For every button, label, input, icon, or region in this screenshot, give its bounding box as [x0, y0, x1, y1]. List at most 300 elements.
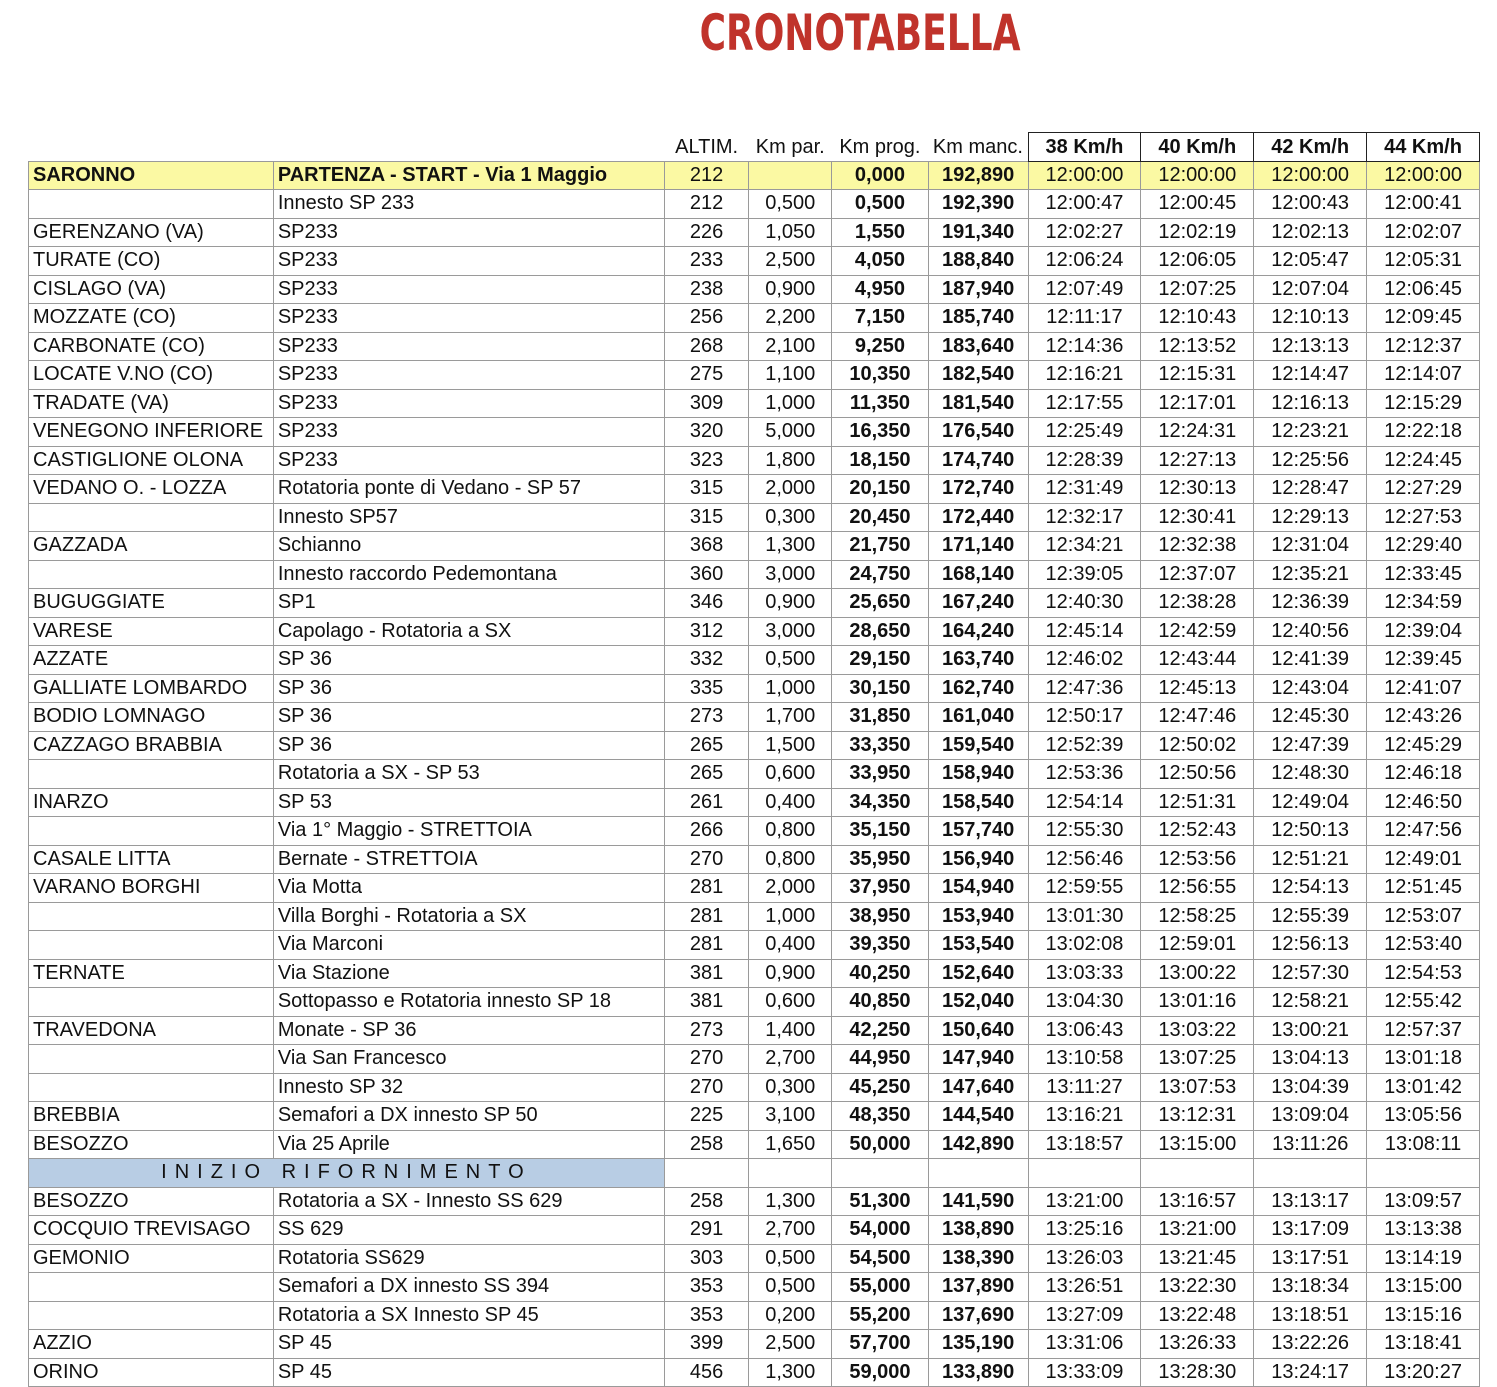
road-cell: SP233 — [273, 446, 664, 475]
road-cell: Innesto SP 32 — [273, 1073, 664, 1102]
road-cell: SP233 — [273, 361, 664, 390]
km-par-cell: 0,400 — [749, 931, 832, 960]
time-cell: 12:06:05 — [1141, 247, 1254, 276]
empty-cell — [1028, 1159, 1141, 1188]
time-cell: 13:15:00 — [1367, 1273, 1480, 1302]
altim-cell: 273 — [664, 1016, 749, 1045]
km-prog-cell: 39,350 — [832, 931, 929, 960]
time-cell: 12:48:30 — [1254, 760, 1367, 789]
location-cell: ORINO — [29, 1358, 274, 1387]
location-cell: TRADATE (VA) — [29, 389, 274, 418]
time-cell: 12:47:56 — [1367, 817, 1480, 846]
time-cell: 13:21:00 — [1141, 1216, 1254, 1245]
km-manc-cell: 187,940 — [928, 275, 1028, 304]
location-cell — [29, 817, 274, 846]
road-cell: Semafori a DX innesto SP 50 — [273, 1102, 664, 1131]
road-cell: PARTENZA - START - Via 1 Maggio — [273, 161, 664, 190]
altim-cell: 266 — [664, 817, 749, 846]
table-row — [29, 817, 1480, 846]
km-par-cell: 1,000 — [749, 389, 832, 418]
table-row — [29, 760, 1480, 789]
time-cell: 12:30:41 — [1141, 503, 1254, 532]
time-cell: 13:03:22 — [1141, 1016, 1254, 1045]
km-prog-cell: 20,450 — [832, 503, 929, 532]
altim-cell: 265 — [664, 731, 749, 760]
altim-cell: 312 — [664, 617, 749, 646]
time-cell: 13:09:04 — [1254, 1102, 1367, 1131]
altim-cell: 225 — [664, 1102, 749, 1131]
time-cell: 12:05:47 — [1254, 247, 1367, 276]
location-cell: BODIO LOMNAGO — [29, 703, 274, 732]
km-manc-cell: 157,740 — [928, 817, 1028, 846]
time-cell: 12:45:14 — [1028, 617, 1141, 646]
time-cell: 12:34:21 — [1028, 532, 1141, 561]
time-cell: 12:56:13 — [1254, 931, 1367, 960]
km-par-cell: 1,000 — [749, 674, 832, 703]
km-par-cell: 1,000 — [749, 902, 832, 931]
road-cell: SP233 — [273, 418, 664, 447]
empty-cell — [1367, 1159, 1480, 1188]
km-par-cell: 0,500 — [749, 1273, 832, 1302]
time-cell: 13:01:18 — [1367, 1045, 1480, 1074]
km-prog-cell: 59,000 — [832, 1358, 929, 1387]
header-road — [273, 133, 664, 162]
time-cell: 12:07:49 — [1028, 275, 1141, 304]
altim-cell: 258 — [664, 1130, 749, 1159]
km-prog-cell: 24,750 — [832, 560, 929, 589]
km-prog-cell: 38,950 — [832, 902, 929, 931]
time-cell: 13:24:17 — [1254, 1358, 1367, 1387]
km-manc-cell: 147,940 — [928, 1045, 1028, 1074]
km-manc-cell: 156,940 — [928, 845, 1028, 874]
km-prog-cell: 55,000 — [832, 1273, 929, 1302]
km-par-cell: 0,400 — [749, 788, 832, 817]
altim-cell: 212 — [664, 190, 749, 219]
time-cell: 13:22:48 — [1141, 1301, 1254, 1330]
altim-cell: 258 — [664, 1187, 749, 1216]
location-cell — [29, 560, 274, 589]
table-row — [29, 1244, 1480, 1273]
road-cell: SP 45 — [273, 1358, 664, 1387]
km-par-cell: 0,600 — [749, 988, 832, 1017]
km-par-cell: 1,700 — [749, 703, 832, 732]
km-par-cell: 1,300 — [749, 1187, 832, 1216]
road-cell: SS 629 — [273, 1216, 664, 1245]
location-cell: VENEGONO INFERIORE — [29, 418, 274, 447]
time-cell: 12:55:42 — [1367, 988, 1480, 1017]
time-cell: 12:35:21 — [1254, 560, 1367, 589]
time-cell: 13:04:39 — [1254, 1073, 1367, 1102]
time-cell: 12:00:00 — [1028, 161, 1141, 190]
time-cell: 12:15:29 — [1367, 389, 1480, 418]
time-cell: 12:02:27 — [1028, 218, 1141, 247]
km-par-cell: 0,800 — [749, 845, 832, 874]
location-cell: MOZZATE (CO) — [29, 304, 274, 333]
km-prog-cell: 35,150 — [832, 817, 929, 846]
km-prog-cell: 18,150 — [832, 446, 929, 475]
road-cell: Via Stazione — [273, 959, 664, 988]
time-cell: 12:46:50 — [1367, 788, 1480, 817]
table-row — [29, 1301, 1480, 1330]
time-cell: 12:51:45 — [1367, 874, 1480, 903]
time-cell: 12:11:17 — [1028, 304, 1141, 333]
time-cell: 12:27:13 — [1141, 446, 1254, 475]
altim-cell: 238 — [664, 275, 749, 304]
table-row — [29, 589, 1480, 618]
time-cell: 12:17:55 — [1028, 389, 1141, 418]
time-cell: 12:39:05 — [1028, 560, 1141, 589]
time-cell: 13:18:41 — [1367, 1330, 1480, 1359]
table-row — [29, 1187, 1480, 1216]
altim-cell: 320 — [664, 418, 749, 447]
km-manc-cell: 172,440 — [928, 503, 1028, 532]
altim-cell: 346 — [664, 589, 749, 618]
km-prog-cell: 7,150 — [832, 304, 929, 333]
km-par-cell: 0,300 — [749, 503, 832, 532]
km-prog-cell: 0,000 — [832, 161, 929, 190]
time-cell: 12:16:21 — [1028, 361, 1141, 390]
km-manc-cell: 138,390 — [928, 1244, 1028, 1273]
time-cell: 12:43:26 — [1367, 703, 1480, 732]
km-par-cell: 2,700 — [749, 1045, 832, 1074]
time-cell: 12:51:31 — [1141, 788, 1254, 817]
table-row — [29, 389, 1480, 418]
km-prog-cell: 29,150 — [832, 646, 929, 675]
road-cell: Rotatoria a SX Innesto SP 45 — [273, 1301, 664, 1330]
km-manc-cell: 164,240 — [928, 617, 1028, 646]
time-cell: 12:16:13 — [1254, 389, 1367, 418]
km-manc-cell: 152,640 — [928, 959, 1028, 988]
location-cell — [29, 1273, 274, 1302]
time-cell: 12:06:45 — [1367, 275, 1480, 304]
km-prog-cell: 48,350 — [832, 1102, 929, 1131]
time-cell: 13:12:31 — [1141, 1102, 1254, 1131]
time-cell: 12:43:04 — [1254, 674, 1367, 703]
table-row — [29, 902, 1480, 931]
time-cell: 13:20:27 — [1367, 1358, 1480, 1387]
km-par-cell: 5,000 — [749, 418, 832, 447]
time-cell: 12:23:21 — [1254, 418, 1367, 447]
time-cell: 12:13:52 — [1141, 332, 1254, 361]
time-cell: 12:28:47 — [1254, 475, 1367, 504]
header-altim: ALTIM. — [675, 135, 739, 158]
km-manc-cell: 171,140 — [928, 532, 1028, 561]
empty-cell — [928, 1159, 1028, 1188]
time-cell: 13:16:57 — [1141, 1187, 1254, 1216]
time-cell: 12:52:39 — [1028, 731, 1141, 760]
km-par-cell: 3,000 — [749, 560, 832, 589]
location-cell: AZZATE — [29, 646, 274, 675]
location-cell: INARZO — [29, 788, 274, 817]
time-cell: 12:56:46 — [1028, 845, 1141, 874]
time-cell: 13:18:57 — [1028, 1130, 1141, 1159]
km-par-cell: 0,900 — [749, 959, 832, 988]
header-km-manc: Km manc. — [932, 135, 1023, 158]
time-cell: 12:00:00 — [1254, 161, 1367, 190]
location-cell: SARONNO — [29, 161, 274, 190]
empty-cell — [664, 1159, 749, 1188]
table-row — [29, 1045, 1480, 1074]
km-manc-cell: 158,940 — [928, 760, 1028, 789]
altim-cell: 212 — [664, 161, 749, 190]
km-manc-cell: 141,590 — [928, 1187, 1028, 1216]
km-prog-cell: 21,750 — [832, 532, 929, 561]
km-prog-cell: 11,350 — [832, 389, 929, 418]
location-cell: LOCATE V.NO (CO) — [29, 361, 274, 390]
time-cell: 12:50:02 — [1141, 731, 1254, 760]
time-cell: 13:11:26 — [1254, 1130, 1367, 1159]
time-cell: 13:22:30 — [1141, 1273, 1254, 1302]
time-cell: 12:02:07 — [1367, 218, 1480, 247]
km-par-cell: 2,500 — [749, 1330, 832, 1359]
km-manc-cell: 188,840 — [928, 247, 1028, 276]
table-row — [29, 874, 1480, 903]
km-prog-cell: 33,350 — [832, 731, 929, 760]
time-cell: 12:10:13 — [1254, 304, 1367, 333]
km-manc-cell: 133,890 — [928, 1358, 1028, 1387]
time-cell: 12:55:39 — [1254, 902, 1367, 931]
km-par-cell: 2,100 — [749, 332, 832, 361]
altim-cell: 360 — [664, 560, 749, 589]
time-cell: 12:59:01 — [1141, 931, 1254, 960]
header-km-par: Km par. — [755, 135, 825, 158]
time-cell: 12:24:31 — [1141, 418, 1254, 447]
altim-cell: 261 — [664, 788, 749, 817]
time-cell: 13:07:53 — [1141, 1073, 1254, 1102]
location-cell: GERENZANO (VA) — [29, 218, 274, 247]
altim-cell: 353 — [664, 1301, 749, 1330]
altim-cell: 273 — [664, 703, 749, 732]
time-cell: 12:58:21 — [1254, 988, 1367, 1017]
table-row — [29, 1358, 1480, 1387]
time-cell: 12:14:47 — [1254, 361, 1367, 390]
road-cell: Capolago - Rotatoria a SX — [273, 617, 664, 646]
altim-cell: 315 — [664, 475, 749, 504]
km-prog-cell: 44,950 — [832, 1045, 929, 1074]
location-cell — [29, 1045, 274, 1074]
time-cell: 13:28:30 — [1141, 1358, 1254, 1387]
location-cell: TRAVEDONA — [29, 1016, 274, 1045]
location-cell — [29, 1301, 274, 1330]
altim-cell: 315 — [664, 503, 749, 532]
km-par-cell: 0,200 — [749, 1301, 832, 1330]
time-cell: 12:02:13 — [1254, 218, 1367, 247]
km-par-cell: 0,500 — [749, 1244, 832, 1273]
km-manc-cell: 174,740 — [928, 446, 1028, 475]
km-prog-cell: 42,250 — [832, 1016, 929, 1045]
time-cell: 13:01:16 — [1141, 988, 1254, 1017]
table-row — [29, 617, 1480, 646]
empty-cell — [1254, 1159, 1367, 1188]
time-cell: 12:27:29 — [1367, 475, 1480, 504]
location-cell — [29, 760, 274, 789]
time-cell: 13:01:42 — [1367, 1073, 1480, 1102]
location-cell: CASTIGLIONE OLONA — [29, 446, 274, 475]
time-cell: 12:47:39 — [1254, 731, 1367, 760]
km-par-cell: 0,600 — [749, 760, 832, 789]
km-prog-cell: 40,850 — [832, 988, 929, 1017]
time-cell: 12:00:41 — [1367, 190, 1480, 219]
road-cell: Bernate - STRETTOIA — [273, 845, 664, 874]
time-cell: 12:40:56 — [1254, 617, 1367, 646]
time-cell: 12:47:36 — [1028, 674, 1141, 703]
altim-cell: 381 — [664, 988, 749, 1017]
km-manc-cell: 192,390 — [928, 190, 1028, 219]
km-manc-cell: 182,540 — [928, 361, 1028, 390]
time-cell: 12:58:25 — [1141, 902, 1254, 931]
time-cell: 12:34:59 — [1367, 589, 1480, 618]
table-row — [29, 332, 1480, 361]
time-cell: 12:54:13 — [1254, 874, 1367, 903]
km-manc-cell: 154,940 — [928, 874, 1028, 903]
km-manc-cell: 135,190 — [928, 1330, 1028, 1359]
time-cell: 12:41:39 — [1254, 646, 1367, 675]
km-prog-cell: 54,000 — [832, 1216, 929, 1245]
location-cell: CISLAGO (VA) — [29, 275, 274, 304]
time-cell: 13:09:57 — [1367, 1187, 1480, 1216]
header-speed-40: 40 Km/h — [1141, 133, 1254, 162]
km-par-cell: 2,500 — [749, 247, 832, 276]
km-manc-cell: 150,640 — [928, 1016, 1028, 1045]
time-cell: 12:29:13 — [1254, 503, 1367, 532]
time-cell: 12:36:39 — [1254, 589, 1367, 618]
time-cell: 12:00:00 — [1141, 161, 1254, 190]
time-cell: 13:03:33 — [1028, 959, 1141, 988]
road-cell: SP 45 — [273, 1330, 664, 1359]
km-manc-cell: 142,890 — [928, 1130, 1028, 1159]
time-cell: 12:39:45 — [1367, 646, 1480, 675]
time-cell: 13:33:09 — [1028, 1358, 1141, 1387]
table-row — [29, 731, 1480, 760]
km-manc-cell: 176,540 — [928, 418, 1028, 447]
time-cell: 12:56:55 — [1141, 874, 1254, 903]
time-cell: 12:54:53 — [1367, 959, 1480, 988]
time-cell: 12:29:40 — [1367, 532, 1480, 561]
time-cell: 12:10:43 — [1141, 304, 1254, 333]
km-manc-cell: 137,890 — [928, 1273, 1028, 1302]
km-prog-cell: 40,250 — [832, 959, 929, 988]
location-cell: BESOZZO — [29, 1130, 274, 1159]
empty-cell — [749, 1159, 832, 1188]
road-cell: SP233 — [273, 247, 664, 276]
km-manc-cell: 185,740 — [928, 304, 1028, 333]
time-cell: 12:57:30 — [1254, 959, 1367, 988]
time-cell: 12:02:19 — [1141, 218, 1254, 247]
time-cell: 12:53:40 — [1367, 931, 1480, 960]
km-par-cell: 0,900 — [749, 275, 832, 304]
time-cell: 12:07:04 — [1254, 275, 1367, 304]
time-cell: 12:05:31 — [1367, 247, 1480, 276]
table-row — [29, 674, 1480, 703]
km-par-cell: 0,500 — [749, 190, 832, 219]
road-cell: SP 53 — [273, 788, 664, 817]
road-cell: Sottopasso e Rotatoria innesto SP 18 — [273, 988, 664, 1017]
km-prog-cell: 31,850 — [832, 703, 929, 732]
location-cell — [29, 902, 274, 931]
table-row — [29, 646, 1480, 675]
altim-cell: 275 — [664, 361, 749, 390]
time-cell: 12:12:37 — [1367, 332, 1480, 361]
table-row — [29, 560, 1480, 589]
km-prog-cell: 30,150 — [832, 674, 929, 703]
location-cell: CARBONATE (CO) — [29, 332, 274, 361]
road-cell: SP 36 — [273, 646, 664, 675]
table-row — [29, 1330, 1480, 1359]
altim-cell: 281 — [664, 931, 749, 960]
time-cell: 13:04:13 — [1254, 1045, 1367, 1074]
time-cell: 12:59:55 — [1028, 874, 1141, 903]
time-cell: 13:18:34 — [1254, 1273, 1367, 1302]
refuel-row — [29, 1159, 1480, 1188]
time-cell: 13:15:00 — [1141, 1130, 1254, 1159]
location-cell: GALLIATE LOMBARDO — [29, 674, 274, 703]
road-cell: Villa Borghi - Rotatoria a SX — [273, 902, 664, 931]
road-cell: SP1 — [273, 589, 664, 618]
time-cell: 12:00:47 — [1028, 190, 1141, 219]
table-row — [29, 304, 1480, 333]
time-cell: 12:09:45 — [1367, 304, 1480, 333]
location-cell: VARANO BORGHI — [29, 874, 274, 903]
table-row — [29, 532, 1480, 561]
altim-cell: 268 — [664, 332, 749, 361]
table-row — [29, 218, 1480, 247]
location-cell: GAZZADA — [29, 532, 274, 561]
km-par-cell: 2,200 — [749, 304, 832, 333]
road-cell: Via Motta — [273, 874, 664, 903]
time-cell: 12:47:46 — [1141, 703, 1254, 732]
km-par-cell: 0,500 — [749, 646, 832, 675]
time-cell: 12:27:53 — [1367, 503, 1480, 532]
time-cell: 13:15:16 — [1367, 1301, 1480, 1330]
km-manc-cell: 192,890 — [928, 161, 1028, 190]
km-manc-cell: 152,040 — [928, 988, 1028, 1017]
time-cell: 12:45:30 — [1254, 703, 1367, 732]
altim-cell: 281 — [664, 902, 749, 931]
km-manc-cell: 138,890 — [928, 1216, 1028, 1245]
time-cell: 13:18:51 — [1254, 1301, 1367, 1330]
km-par-cell: 2,000 — [749, 874, 832, 903]
time-cell: 12:00:43 — [1254, 190, 1367, 219]
altim-cell: 335 — [664, 674, 749, 703]
road-cell: Innesto raccordo Pedemontana — [273, 560, 664, 589]
time-cell: 12:07:25 — [1141, 275, 1254, 304]
km-prog-cell: 1,550 — [832, 218, 929, 247]
time-cell: 13:02:08 — [1028, 931, 1141, 960]
time-cell: 13:00:21 — [1254, 1016, 1367, 1045]
road-cell: Rotatoria SS629 — [273, 1244, 664, 1273]
time-cell: 12:46:02 — [1028, 646, 1141, 675]
location-cell — [29, 1073, 274, 1102]
km-manc-cell: 147,640 — [928, 1073, 1028, 1102]
table-row — [29, 788, 1480, 817]
table-row — [29, 1073, 1480, 1102]
table-body — [29, 161, 1480, 1387]
location-cell — [29, 503, 274, 532]
time-cell: 12:06:24 — [1028, 247, 1141, 276]
km-par-cell: 3,100 — [749, 1102, 832, 1131]
time-cell: 12:32:38 — [1141, 532, 1254, 561]
road-cell: SP 36 — [273, 703, 664, 732]
time-cell: 12:32:17 — [1028, 503, 1141, 532]
table-row — [29, 475, 1480, 504]
time-cell: 12:49:01 — [1367, 845, 1480, 874]
table-row — [29, 418, 1480, 447]
km-manc-cell: 153,540 — [928, 931, 1028, 960]
altim-cell: 332 — [664, 646, 749, 675]
km-prog-cell: 4,950 — [832, 275, 929, 304]
km-prog-cell: 10,350 — [832, 361, 929, 390]
time-cell: 12:53:36 — [1028, 760, 1141, 789]
